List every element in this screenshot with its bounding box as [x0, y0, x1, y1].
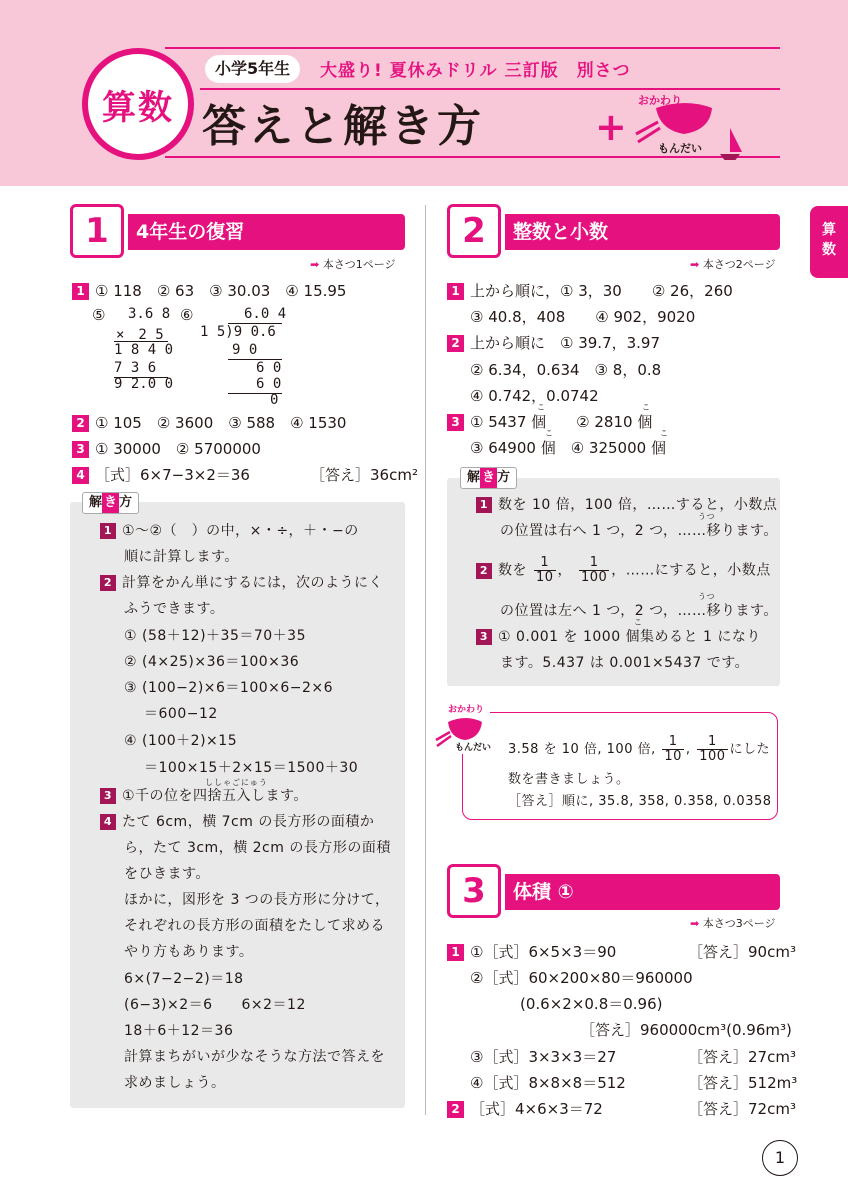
ex-number: 4 — [100, 814, 116, 830]
page-number: 1 — [762, 1140, 798, 1176]
ex2-ruby-utsu-1: うつ — [698, 512, 715, 521]
header-line-top — [165, 47, 780, 49]
okawari-question: 3.58 を 10 倍, 100 倍, $\frac{1}{10}$ , $\frac{1}{100}$ にした — [508, 734, 771, 764]
s3-r6-answer: ［答え］512m³ — [688, 1074, 798, 1092]
s2-q2c: ④ 0.742，0.0742 — [470, 387, 599, 405]
okawari-logo-top: おかわり — [638, 94, 682, 107]
s1-q2 — [72, 412, 346, 433]
frac-den: 100 — [580, 570, 608, 585]
subject-label: 算数 — [102, 87, 174, 128]
ex-number: 3 — [100, 788, 116, 804]
ex2-ruby-utsu-2: うつ — [698, 592, 715, 601]
ex1-line-12: ら，たて 3cm，横 2cm の長方形の面積 — [124, 840, 391, 856]
section-1-page-ref — [310, 256, 396, 272]
section-title: 整数と小数 — [505, 214, 780, 250]
okawari-small-top: おかわり — [448, 705, 485, 715]
div-line-5: 6 0 — [256, 376, 282, 392]
ex1-line-9: ＝100×15＋2×15＝1500＋30 — [144, 760, 359, 776]
ex1-line-8: ④ (100＋2)×15 — [124, 733, 238, 749]
mult-line-4: 7 3 6 — [114, 360, 157, 376]
frac-den: 10 — [664, 749, 682, 764]
ex2-line-2a: 2 数を $\frac{1}{10}$ ， $\frac{1}{100}$ ，……にすると，小数点 — [476, 556, 771, 585]
answer-text: ① 118 ② 63 ③ 30.03 ④ 15.95 — [95, 282, 347, 300]
page-ref-text: 本さつ3ページ — [702, 917, 776, 930]
label-char-highlight: き — [480, 468, 497, 488]
header-wave — [0, 168, 848, 198]
q-number: 2 — [72, 415, 89, 432]
side-tab-subject — [810, 206, 848, 278]
mult-line-5: 9 2.0 0 — [114, 376, 174, 392]
subject-badge — [82, 48, 194, 160]
ex1-line-19: 18＋6＋12＝36 — [124, 1023, 234, 1039]
frac-num: 1 — [534, 556, 556, 571]
ex2-line-3a — [476, 626, 761, 646]
ex1-line-10 — [100, 785, 308, 805]
label-char-highlight: き — [102, 493, 119, 513]
ex2-line-3b: ます。5.437 は 0.001×5437 です。 — [500, 655, 750, 671]
book-title: 大盛り! 夏休みドリル 三訂版 別さつ — [320, 61, 631, 81]
section-number: 3 — [447, 864, 501, 918]
page-title: 答えと解き方 — [202, 101, 484, 152]
ex1-line-20: 計算まちがいが少なそうな方法で答えを — [124, 1049, 385, 1065]
explanation-label — [82, 492, 139, 514]
ex1-line-11 — [100, 811, 374, 831]
ex2-ruby-ko: こ — [634, 618, 643, 627]
q-number: 1 — [72, 283, 89, 300]
ex1-line-15: それぞれの長方形の面積をたして求める — [124, 918, 385, 934]
q-number: 1 — [447, 283, 464, 300]
q-number: 2 — [447, 335, 464, 352]
s1-q4-answer: ［答え］36cm² — [310, 466, 418, 484]
section-2-header — [447, 204, 780, 258]
frac-num: 1 — [662, 735, 684, 750]
section-number: 1 — [70, 204, 124, 258]
label-char: 解 — [89, 495, 103, 510]
frac-den: 10 — [535, 570, 554, 585]
ex1-line-3: ふうできます。 — [124, 601, 225, 617]
column-divider — [425, 205, 426, 1115]
ex1-line-21: 求めましょう。 — [124, 1075, 226, 1091]
s3-r5: ③［式］3×3×3＝27 — [470, 1048, 617, 1066]
fraction-1-10 — [662, 735, 684, 764]
ex1-line-1: 順に計算します。 — [124, 549, 239, 565]
answer-text: ①［式］6×5×3＝90 — [470, 943, 617, 961]
s1-q1 — [72, 280, 346, 301]
side-tab-line2: 数 — [822, 242, 836, 258]
answer-text: 上から順に ① 39.7，3.97 — [470, 334, 661, 352]
ex-number: 3 — [476, 629, 492, 645]
s2-q2b: ② 6.34，0.634 ③ 8，0.8 — [470, 361, 662, 379]
ex1-line-2 — [100, 572, 383, 592]
ex-number: 1 — [476, 497, 492, 513]
s3-r6: ④［式］8×8×8＝512 — [470, 1074, 626, 1092]
s3-r5-answer: ［答え］27cm³ — [688, 1048, 796, 1066]
s2-ruby-ko-1: こ — [537, 403, 545, 412]
mult-line-1: 3.6 8 — [128, 306, 171, 322]
grade-tag: 小学5年生 — [205, 55, 300, 83]
fraction-1-100 — [697, 735, 727, 764]
ex-text: 3.58 を 10 倍, 100 倍, — [508, 742, 656, 757]
s1-q1-6-label: ⑥ — [180, 306, 194, 324]
q-number: 1 — [447, 944, 464, 961]
okawari-answer: ［答え］順に, 35.8, 358, 0.358, 0.0358 — [508, 794, 772, 809]
ex-text: 数を — [498, 562, 527, 579]
mult-line-3: 1 8 4 0 — [114, 342, 174, 358]
ex1-line-13: をひきます。 — [124, 866, 210, 882]
section-title: 体積 ① — [505, 874, 780, 910]
frac-den: 100 — [699, 749, 726, 764]
answer-text: ① 5437 個 ② 2810 個 — [470, 413, 653, 431]
q-number: 4 — [72, 467, 89, 484]
fraction-1-100 — [579, 556, 609, 585]
ex2-line-1b: の位置は右へ 1 つ，2 つ，……移ります。 — [500, 523, 778, 539]
ex1-line-17: 6×(7−2−2)＝18 — [124, 971, 244, 987]
fraction-1-10 — [534, 556, 556, 585]
answer-text: ① 30000 ② 5700000 — [95, 440, 261, 458]
ex-text: ，……にすると，小数点 — [611, 562, 771, 579]
s2-q1b: ③ 40.8，408 ④ 902，9020 — [470, 308, 696, 326]
explanation-label — [460, 467, 517, 489]
label-char: 解 — [467, 470, 481, 485]
answer-text: ［式］4×6×3＝72 — [470, 1100, 603, 1118]
answer-text: ［式］6×7−3×2＝36 — [95, 466, 250, 484]
s2-ruby-ko-4: こ — [660, 429, 668, 438]
s1-q4 — [72, 464, 250, 485]
ex1-line-6: ③ (100−2)×6＝100×6−2×6 — [124, 680, 334, 696]
ex-text: ① 0.001 を 1000 個集めると 1 になり — [498, 629, 761, 645]
div-line-1: 6.0 4 — [244, 306, 287, 322]
s3-r7-answer: ［答え］72cm³ — [688, 1100, 796, 1118]
s2-ruby-ko-2: こ — [642, 403, 650, 412]
ex-text: たて 6cm，横 7cm の長方形の面積か — [122, 814, 375, 830]
ex-number: 1 — [100, 523, 116, 539]
page-ref-text: 本さつ1ページ — [322, 258, 396, 271]
arrow-right-icon: ➡ — [690, 258, 700, 271]
ex-text: ①〜②（ ）の中，×・÷，＋・−の — [122, 523, 359, 539]
s3-r7 — [447, 1098, 603, 1119]
ex-text: 計算をかん単にするには，次のようにく — [122, 575, 383, 591]
div-line-6: 0 — [270, 392, 279, 408]
explanation-box-1 — [70, 502, 405, 1108]
ex1-line-5: ② (4×25)×36＝100×36 — [124, 654, 300, 670]
section-title: 4年生の復習 — [128, 214, 405, 250]
ex1-line-18: (6−3)×2＝6 6×2＝12 — [124, 997, 306, 1013]
ex-number: 2 — [476, 563, 492, 579]
arrow-right-icon: ➡ — [690, 917, 700, 930]
ex2-line-2b: の位置は左へ 1 つ，2 つ，……移ります。 — [500, 603, 778, 619]
div-line-2: 1 5)9 0.6 — [200, 324, 276, 340]
ex-text: にした — [729, 742, 771, 757]
ex-text: ①千の位を四捨五入します。 — [122, 788, 308, 804]
s3-r2: ②［式］60×200×80＝960000 — [470, 969, 693, 987]
div-line-4: 6 0 — [256, 360, 282, 376]
section-2-page-ref — [690, 256, 776, 272]
s3-r4: ［答え］960000cm³(0.96m³) — [580, 1021, 792, 1039]
section-3-header — [447, 864, 780, 918]
section-1-header — [70, 204, 405, 258]
section-3-page-ref — [690, 915, 776, 931]
okawari-logo-bottom: もんだい — [658, 142, 702, 155]
ex1-line-4: ① (58＋12)＋35＝70＋35 — [124, 628, 306, 644]
ex1-line-16: やり方もあります。 — [124, 944, 254, 960]
frac-num: 1 — [579, 556, 609, 571]
frac-num: 1 — [697, 735, 727, 750]
s3-r3: (0.6×2×0.8＝0.96) — [520, 995, 663, 1013]
ex1-line-0 — [100, 520, 359, 540]
q-number: 3 — [447, 414, 464, 431]
side-tab-line1: 算 — [822, 222, 836, 238]
label-char: 方 — [119, 495, 133, 510]
page-ref-text: 本さつ2ページ — [702, 258, 776, 271]
s1-q1-5-label: ⑤ — [92, 306, 106, 324]
s3-r1-answer: ［答え］90cm³ — [688, 943, 796, 961]
s2-ruby-ko-3: こ — [545, 429, 553, 438]
ex1-line-7: ＝600−12 — [144, 706, 218, 722]
ex2-line-1a — [476, 494, 777, 514]
q-number: 3 — [72, 441, 89, 458]
label-char: 方 — [497, 470, 511, 485]
ex1-ruby: ししゃごにゅう — [205, 778, 268, 787]
ex-text: 数を 10 倍，100 倍，……すると，小数点 — [498, 497, 778, 513]
answer-text: ① 105 ② 3600 ③ 588 ④ 1530 — [95, 414, 347, 432]
s2-q2a — [447, 332, 660, 353]
ex-number: 2 — [100, 575, 116, 591]
answer-text: 上から順に，① 3，30 ② 26，260 — [470, 282, 733, 300]
s1-q3 — [72, 438, 261, 459]
q-number: 2 — [447, 1101, 464, 1118]
mult-line-2: × 2 5 — [116, 327, 164, 343]
arrow-right-icon: ➡ — [310, 258, 320, 271]
s2-q1a — [447, 280, 733, 301]
s2-q3b: ③ 64900 個 ④ 325000 個 — [470, 439, 666, 457]
div-line-3: 9 0 — [232, 342, 258, 358]
ex1-line-14: ほかに，図形を 3 つの長方形に分けて， — [124, 892, 390, 908]
plus-sign: + — [595, 105, 627, 149]
s3-r1 — [447, 941, 616, 962]
okawari-small-bottom: もんだい — [455, 743, 492, 753]
section-number: 2 — [447, 204, 501, 258]
okawari-question-2: 数を書きましょう。 — [508, 772, 630, 787]
